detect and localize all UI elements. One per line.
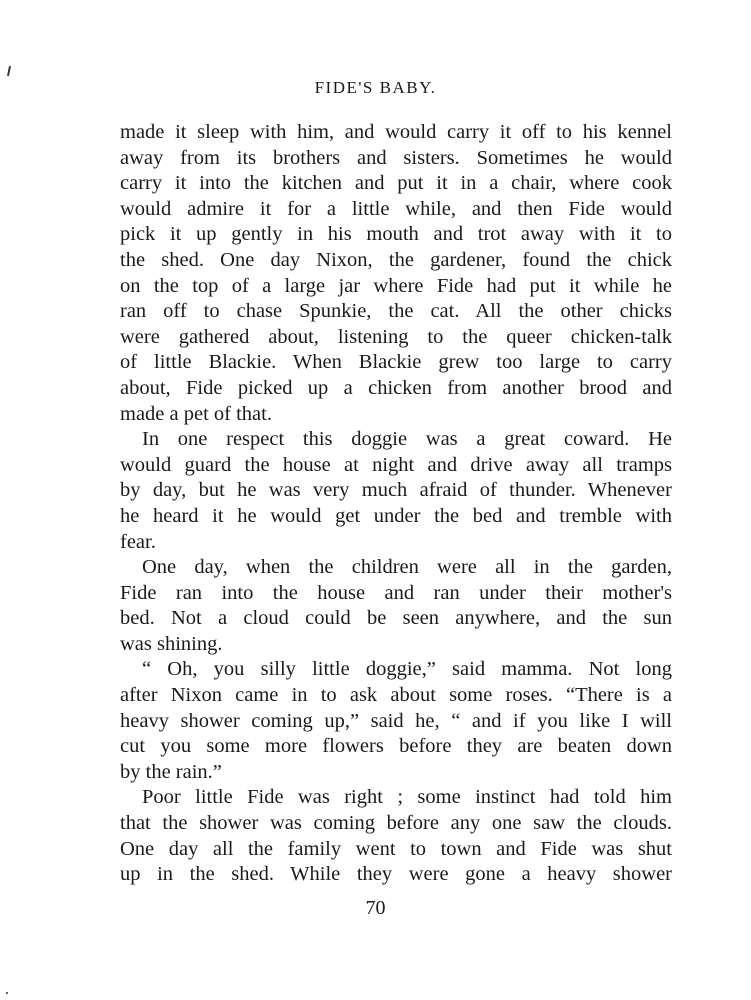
text-line: made a pet of that. [120, 402, 272, 425]
text-line: heavy shower coming up,” said he, “ and if you like I will [120, 709, 672, 732]
text-line: “ Oh, you silly little doggie,” said mamma. Not long [142, 658, 672, 681]
text-line: carry it into the kitchen and put it in a chair, where cook [120, 172, 672, 195]
text-line: the shed. One day Nixon, the gardener, found the chick [120, 248, 672, 271]
text-line: would admire it for a little while, and then Fide would [120, 197, 672, 220]
margin-dot [6, 992, 8, 994]
text-line: after Nixon came in to ask about some roses. “There is a [120, 684, 672, 707]
text-line: made it sleep with him, and would carry it off to his kennel [120, 121, 672, 143]
text-line: away from its brothers and sisters. Sometimes he would [120, 146, 672, 169]
text-line: on the top of a large jar where Fide had put it while he [120, 274, 672, 297]
text-line: bed. Not a cloud could be seen anywhere, and the sun [120, 607, 672, 630]
text-line: ran off to chase Spunkie, the cat. All the other chicks [120, 300, 672, 323]
text-line: One day all the family went to town and Fide was shut [120, 837, 672, 860]
text-line: were gathered about, listening to the queer chicken-talk [120, 325, 672, 348]
text-line: One day, when the children were all in the garden, [142, 556, 672, 579]
text-line: pick it up gently in his mouth and trot away with it to [120, 223, 672, 246]
text-line: fear. [120, 530, 156, 553]
running-title: FIDE'S BABY. [314, 78, 437, 97]
text-line: would guard the house at night and drive away all tramps [120, 453, 672, 476]
text-line: cut you some more flowers before they are beaten down [120, 735, 672, 758]
text-line: he heard it he would get under the bed and tremble with [120, 504, 672, 527]
text-line: about, Fide picked up a chicken from another brood and [120, 376, 672, 399]
text-line: by day, but he was very much afraid of thunder. Whenever [120, 479, 672, 502]
text-line: that the shower was coming before any one saw the clouds. [120, 812, 672, 835]
text-line: by the rain.” [120, 760, 222, 783]
text-line: up in the shed. While they were gone a heavy shower [120, 863, 672, 886]
body-text [120, 120, 672, 888]
margin-speck [7, 66, 11, 76]
page-number: 70 [365, 897, 386, 919]
text-line: In one respect this doggie was a great coward. He [142, 428, 672, 451]
text-line: Poor little Fide was right ; some instinct had told him [142, 786, 672, 809]
text-line: was shining. [120, 632, 223, 655]
text-line: of little Blackie. When Blackie grew too large to carry [120, 351, 672, 374]
text-line: Fide ran into the house and ran under their mother's [120, 581, 672, 604]
